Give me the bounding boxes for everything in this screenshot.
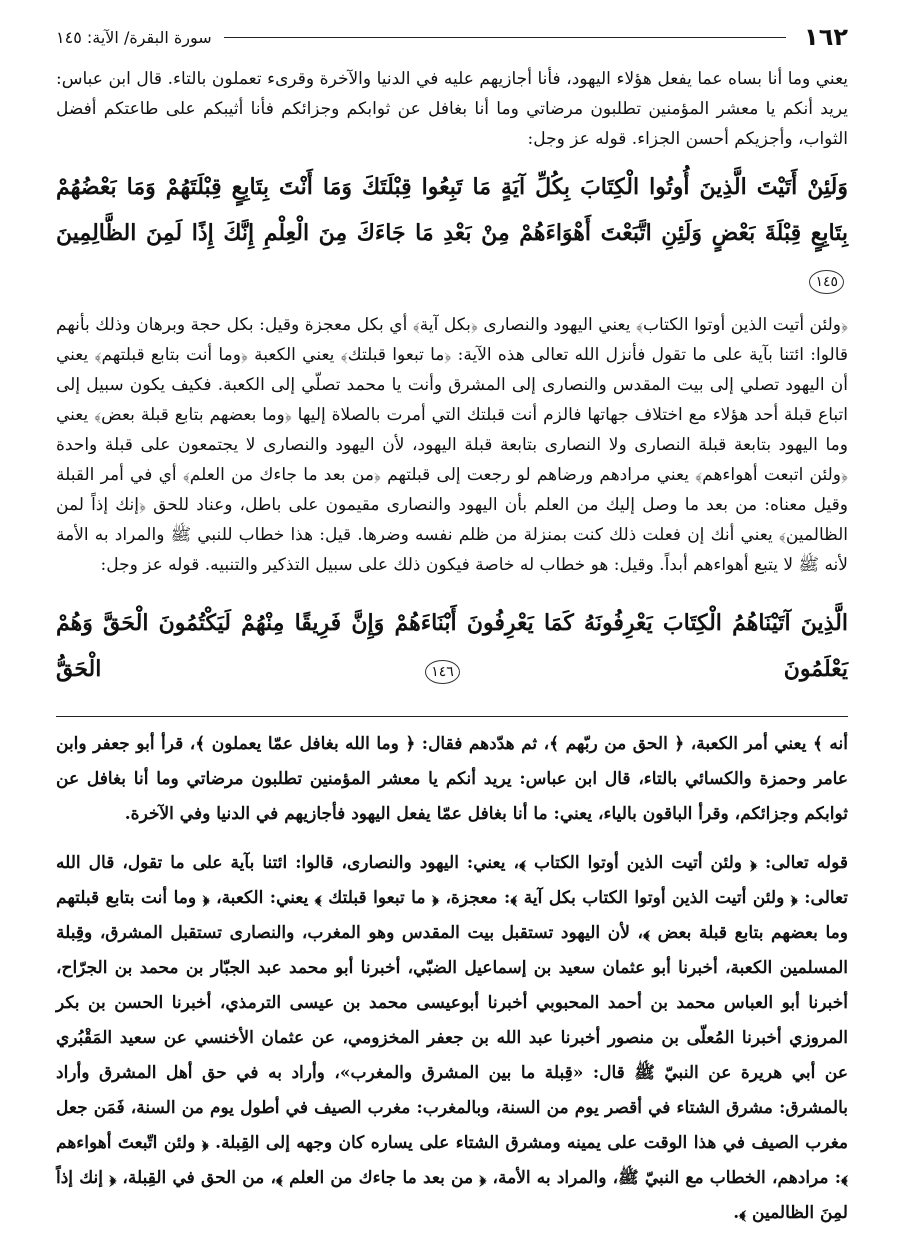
footnote-divider (56, 716, 848, 717)
tafsir-paragraph-1: يعني وما أنا بساه عما يفعل هؤلاء اليهود، فأنا أجازيهم عليه في الدنيا والآخرة وقرىء تعملون بالتاء. قال ابن عباس: يريد أنكم يا معشر المؤمنين تطلبون مرضاتي وما أنا بغافل عن ثوابكم وجزائكم فأنا أثيبكم على طاعتكم أفضل الثواب، وأجزيكم أحسن الجزاء. قوله عز وجل: (56, 69, 848, 149)
running-title: سورة البقرة/ الآية: ١٤٥ (56, 27, 212, 47)
verse-continuation: الْحَقُّ (56, 656, 102, 682)
footnote-paragraph-1: أنه ﴾ يعني أمر الكعبة، ﴿ الحق من ربّهم ﴾، ثم هدّدهم فقال: ﴿ وما الله بغافل عمّا يعملون ﴾، قرأ أبو جعفر وابن عامر وحمزة والكسائي بالتاء، قال ابن عباس: يريد أنكم يا معشر المؤمنين تطلبون مرضاتي وما أنا بغافل عن ثوابكم وجزائكم، وقرأ الباقون بالياء، يعني: ما أنا بغافل عمّا يفعل اليهود فأجازيهم في الدنيا وفي الآخرة. (56, 734, 849, 824)
tafsir-paragraph-2: ﴿ولئن أتيت الذين أوتوا الكتاب﴾ يعني اليهود والنصارى ﴿بكل آية﴾ أي بكل معجزة وقيل: بكل حجة وبرهان وذلك بأنهم قالوا: ائتنا بآية على ما تقول فأنزل الله تعالى هذه الآية: ﴿ما تبعوا قبلتك﴾ يعني الكعبة ﴿وما أنت بتابع قبلتهم﴾ يعني أن اليهود تصلي إلى بيت المقدس والنصارى إلى المشرق وأنت يا محمد تصلّي إلى الكعبة. فكيف يكون سبيل إلى اتباع قبلة أحد هؤلاء مع اختلاف جهاتها فالزم أنت قبلتك التي أمرت بالصلاة إليها ﴿وما بعضهم بتابع قبلة بعض﴾ يعني وما اليهود بتابعة قبلة النصارى ولا النصارى بتابعة قبلة اليهود، لأن اليهود والنصارى لا يجتمعون على قبلة واحدة ﴿ولئن اتبعت أهواءهم﴾ يعني مرادهم ورضاهم لو رجعت إلى قبلتهم ﴿من بعد ما جاءك من العلم﴾ أي في أمر القبلة وقيل معناه: من بعد ما وصل إليك من العلم بأن اليهود والنصارى مقيمون على باطل، وعناد للحق ﴿إنك إذاً لمن الظالمين﴾ يعني أنك إن فعلت ذلك كنت بمنزلة من ظلم نفسه وضرها. قيل: هذا خطاب للنبي ﷺ والمراد به الأمة لأنه ﷺ لا يتبع أهواءهم أبداً. وقيل: هو خطاب له خاصة فيكون ذلك على سبيل التذكير والتنبيه. قوله عز وجل: (56, 315, 848, 575)
header-rule (224, 37, 786, 38)
page-number: ١٦٢ (804, 23, 848, 51)
quran-verse-146 (56, 600, 848, 692)
verse-text: وَلَئِنْ أَتَيْتَ الَّذِينَ أُوتُوا الْكِتَابَ بِكُلِّ آيَةٍ مَا تَبِعُوا قِبْلَتَكَ وَمَا أَنْتَ بِتَابِعٍ قِبْلَتَهُمْ وَمَا بَعْضُهُمْ بِتَابِعٍ قِبْلَةَ بَعْضٍ وَلَئِنِ اتَّبَعْتَ أَهْوَاءَهُمْ مِنْ بَعْدِ مَا جَاءَكَ مِنَ الْعِلْمِ إِنَّكَ إِذًا لَمِنَ الظَّالِمِينَ (56, 174, 848, 246)
verse-number-marker: ١٤٦ (425, 660, 460, 684)
verse-text: الَّذِينَ آتَيْنَاهُمُ الْكِتَابَ يَعْرِفُونَهُ كَمَا يَعْرِفُونَ أَبْنَاءَهُمْ وَإِنَّ فَرِيقًا مِنْهُمْ لَيَكْتُمُونَ الْحَقَّ وَهُمْ يَعْلَمُونَ (56, 610, 848, 682)
quran-verse-145 (56, 164, 848, 302)
footnote-paragraph-2: قوله تعالى: ﴿ ولئن أتيت الذين أوتوا الكتاب ﴾، يعني: اليهود والنصارى، قالوا: ائتنا بآية على ما تقول، قال الله تعالى: ﴿ ولئن أتيت الذين أوتوا الكتاب بكل آية ﴾: معجزة، ﴿ ما تبعوا قبلتك ﴾ يعني: الكعبة، ﴿ وما أنت بتابع قبلتهم وما بعضهم بتابع قبلة بعض ﴾، لأن اليهود تستقبل بيت المقدس وهو المغرب، والنصارى تستقبل المشرق، وقِبلة المسلمين الكعبة، أخبرنا أبو عثمان سعيد بن إسماعيل الضبّي، أخبرنا أبو محمد عبد الجبّار بن محمد بن الجرّاح، أخبرنا أبو العباس محمد بن أحمد المحبوبي أخبرنا أبوعيسى محمد بن عيسى الترمذي، أخبرنا الحسن بن بكر المروزي أخبرنا المُعلّى بن منصور أخبرنا عبد الله بن جعفر المخزومي، عن عثمان الأخنسي عن سعيد المَقْبُري عن أبي هريرة عن النبيّ ﷺ قال: «قِبلة ما بين المشرق والمغرب»، وأراد به في حق أهل المشرق وأراد بالمشرق: مشرق الشتاء في أقصر يوم من السنة، وبالمغرب: مغرب الصيف في أطول يوم من السنة، فَمَن جعل مغرب الصيف في هذا الوقت على يمينه ومشرق الشتاء على يساره كان وجهه إلى القِبلة. ﴿ ولئن اتّبعتَ أهواءهم ﴾: مرادهم، الخطاب مع النبيّ ﷺ، والمراد به الأمة، ﴿ من بعد ما جاءك من العلم ﴾، من الحق في القِبلة، ﴿ إنك إذاً لمِنَ الظالمين ﴾. (56, 853, 848, 1223)
verse-number-marker: ١٤٥ (809, 270, 844, 294)
page-header (56, 20, 848, 54)
